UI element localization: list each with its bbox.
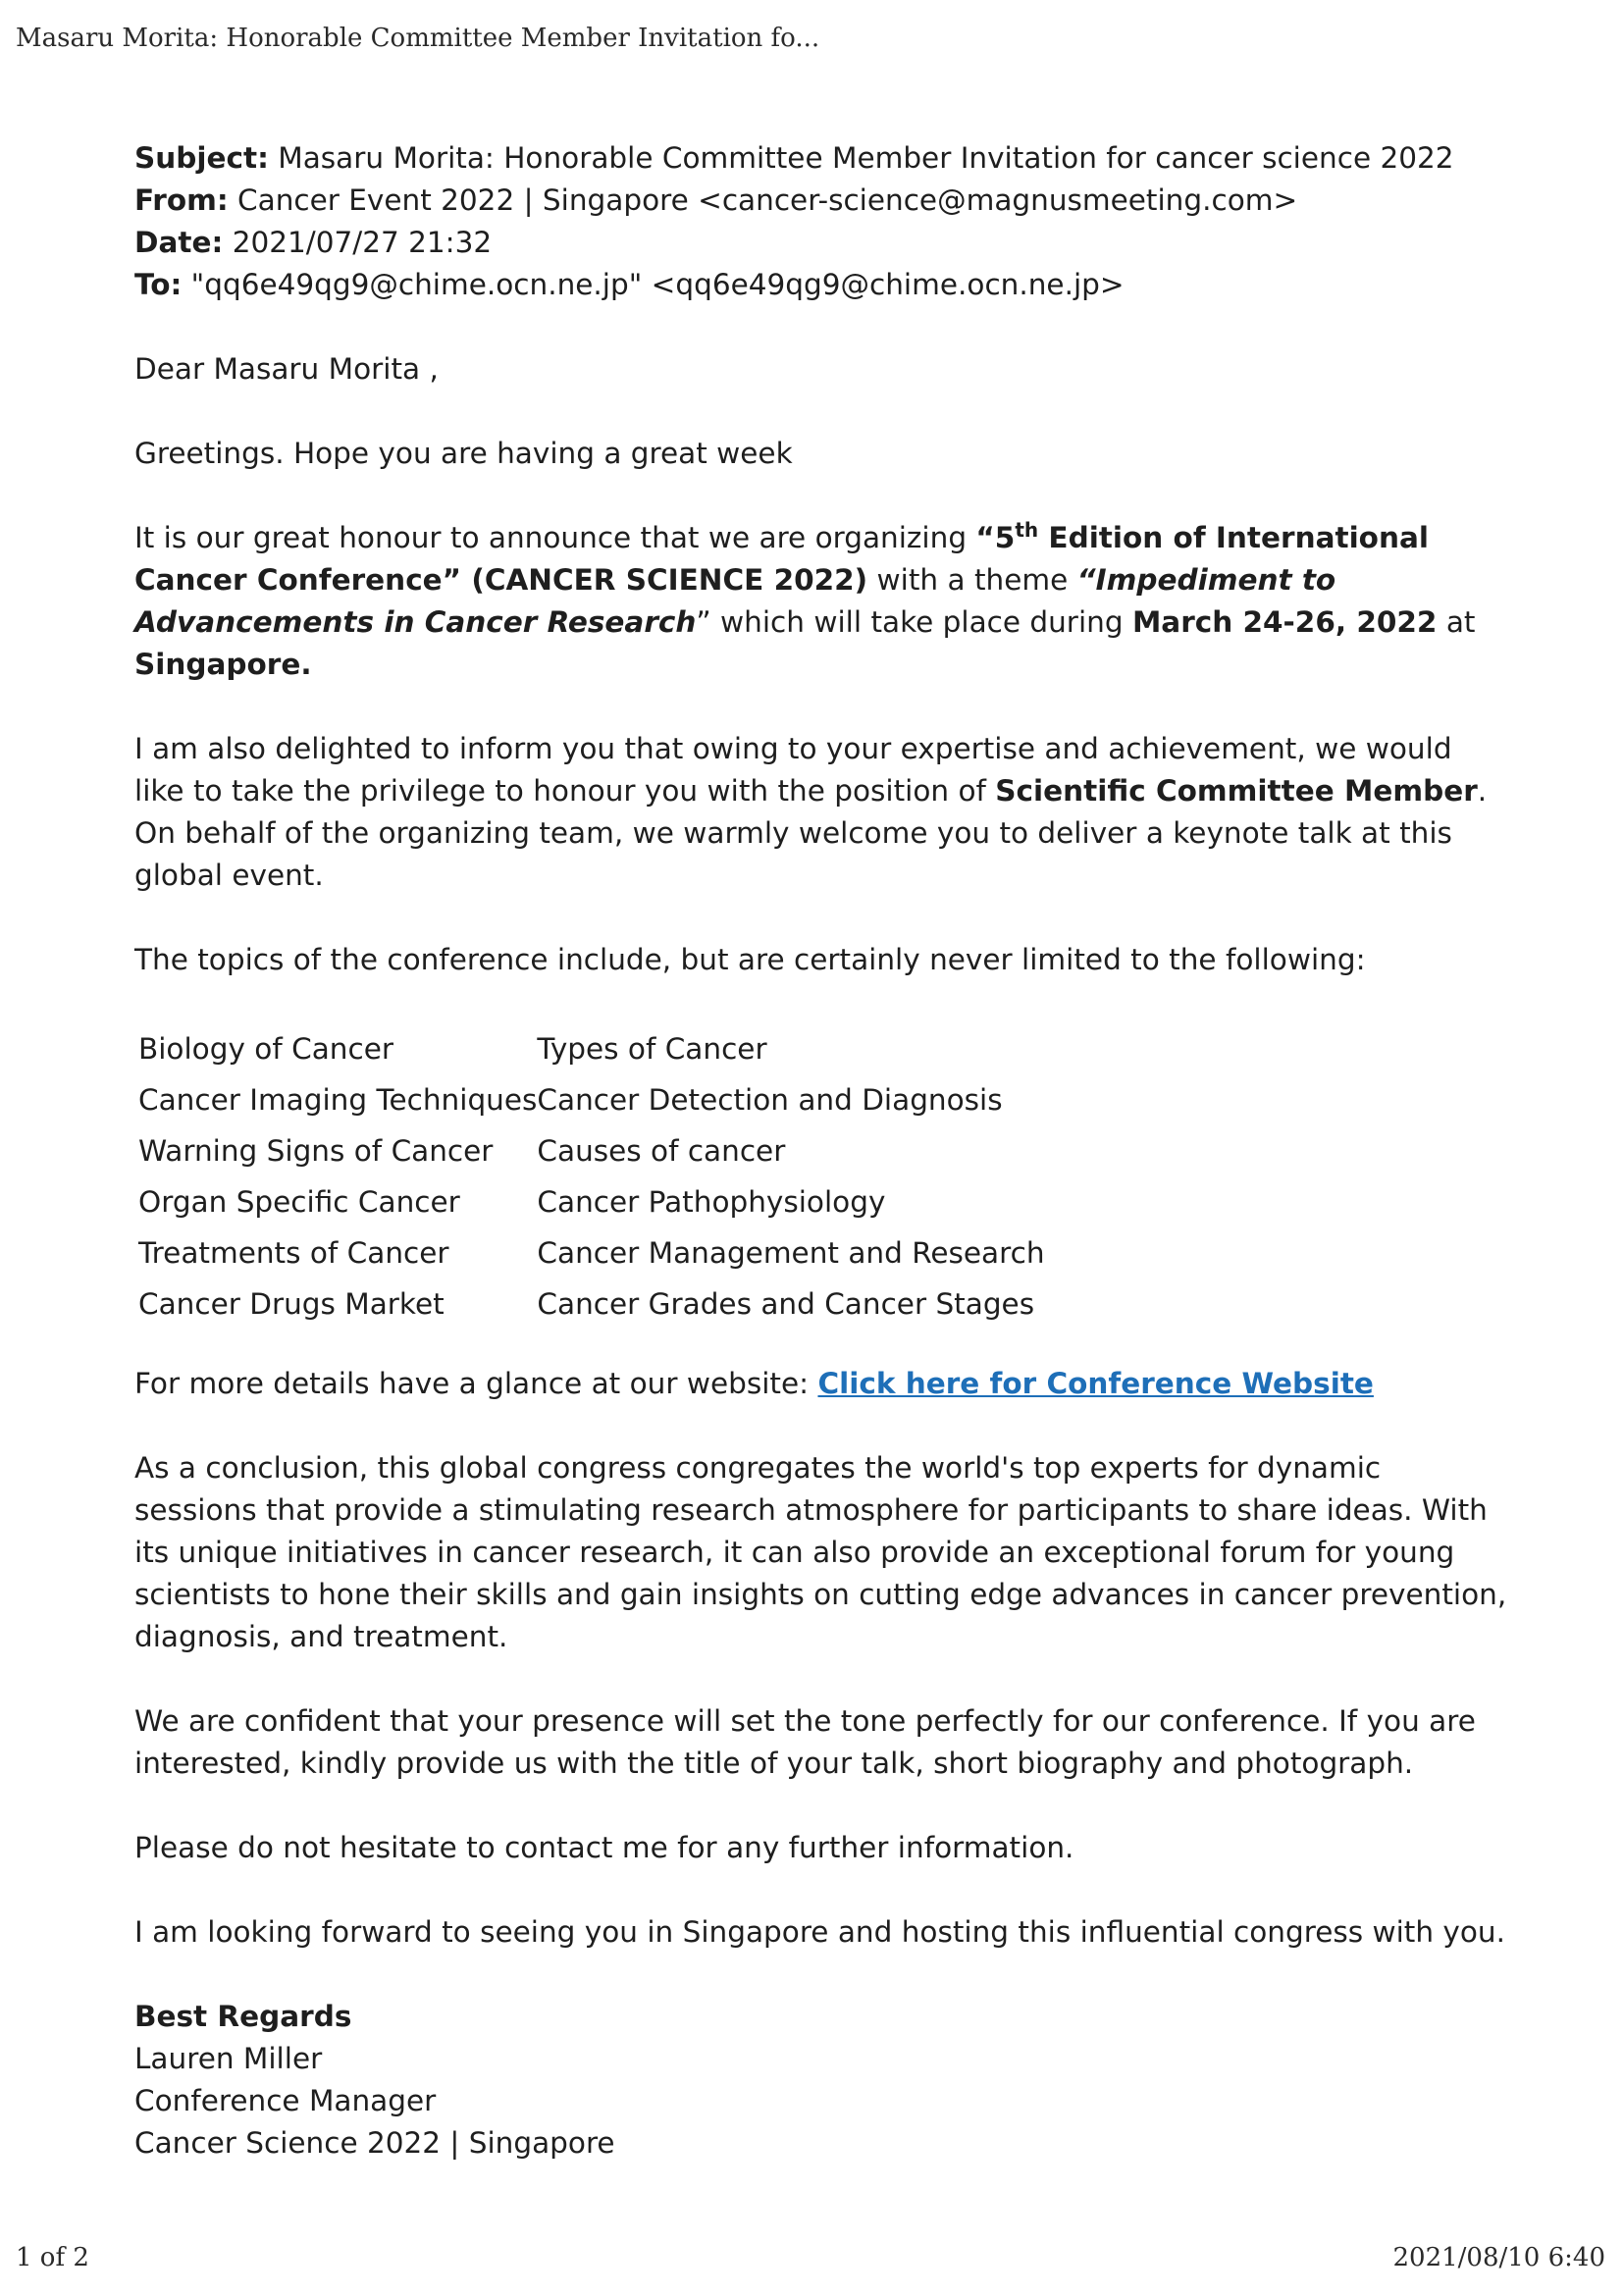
announcement-text-2: with a theme bbox=[867, 563, 1077, 597]
to-value: "qq6e49qg9@chime.ocn.ne.jp" <qq6e49qg9@chime.ocn.ne.jp> bbox=[190, 268, 1125, 301]
topic-item: Cancer Management and Research bbox=[537, 1236, 1045, 1270]
invitation-paragraph bbox=[134, 728, 1508, 897]
announcement-text-3: ” which will take place during bbox=[696, 605, 1132, 639]
signature-block bbox=[134, 1996, 1508, 2165]
website-line bbox=[134, 1363, 1508, 1405]
topic-item: Biology of Cancer bbox=[138, 1032, 393, 1066]
edition-title: “5th Edition of International Cancer Conference” (CANCER SCIENCE 2022) bbox=[134, 518, 1429, 597]
topic-item: Types of Cancer bbox=[537, 1032, 767, 1066]
closing-regards: Best Regards bbox=[134, 2000, 352, 2033]
topic-item: Cancer Drugs Market bbox=[138, 1287, 445, 1321]
salutation: Dear Masaru Morita , bbox=[134, 352, 439, 386]
print-header: Masaru Morita: Honorable Committee Member Invitation fo... bbox=[16, 24, 820, 53]
email-headers bbox=[134, 137, 1508, 306]
topics-table bbox=[138, 1023, 1045, 1330]
from-label: From: bbox=[134, 183, 229, 217]
request-paragraph: We are confident that your presence will set the tone perfectly for our conference. If you are interested, kindly provide us with the title of your talk, short biography and photograph. bbox=[134, 1704, 1476, 1780]
topic-item: Warning Signs of Cancer bbox=[138, 1134, 494, 1168]
topic-item: Cancer Detection and Diagnosis bbox=[537, 1083, 1003, 1117]
subject-label: Subject: bbox=[134, 141, 269, 175]
signature-organization: Cancer Science 2022 | Singapore bbox=[134, 2126, 615, 2160]
subject-value: Masaru Morita: Honorable Committee Member Invitation for cancer science 2022 bbox=[278, 141, 1454, 175]
to-line bbox=[134, 264, 1508, 306]
date-label: Date: bbox=[134, 226, 224, 259]
announcement-paragraph bbox=[134, 517, 1508, 686]
invitation-text-2: . On behalf of the organizing team, we warmly welcome you to deliver a keynote talk at this global event. bbox=[134, 774, 1488, 892]
greeting: Greetings. Hope you are having a great week bbox=[134, 437, 793, 470]
subject-line bbox=[134, 137, 1508, 180]
website-text: For more details have a glance at our website: bbox=[134, 1367, 818, 1400]
committee-position: Scientific Committee Member bbox=[995, 774, 1478, 808]
topic-item: Treatments of Cancer bbox=[138, 1236, 449, 1270]
from-value: Cancer Event 2022 | Singapore <cancer-science@magnusmeeting.com> bbox=[237, 183, 1298, 217]
conference-theme: “Impediment to Advancements in Cancer Research bbox=[134, 563, 1336, 639]
topic-item: Causes of cancer bbox=[537, 1134, 786, 1168]
contact-paragraph: Please do not hesitate to contact me for any further information. bbox=[134, 1831, 1074, 1864]
topic-item: Cancer Grades and Cancer Stages bbox=[537, 1287, 1035, 1321]
date-line bbox=[134, 222, 1508, 264]
to-label: To: bbox=[134, 268, 183, 301]
announcement-text-4: at bbox=[1437, 605, 1476, 639]
closing-paragraph: I am looking forward to seeing you in Singapore and hosting this influential congress with you. bbox=[134, 1915, 1506, 1949]
topics-intro: The topics of the conference include, but are certainly never limited to the following: bbox=[134, 943, 1366, 976]
signature-name: Lauren Miller bbox=[134, 2042, 323, 2075]
invitation-text-1: I am also delighted to inform you that owing to your expertise and achievement, we would like to take the privilege to honour you with the position of bbox=[134, 732, 1452, 808]
topic-row bbox=[138, 1023, 1045, 1074]
announcement-text-1: It is our great honour to announce that we are organizing bbox=[134, 521, 976, 554]
signature-title: Conference Manager bbox=[134, 2084, 437, 2117]
page-number: 1 of 2 bbox=[16, 2243, 89, 2272]
conference-location: Singapore. bbox=[134, 648, 312, 681]
topic-item: Cancer Pathophysiology bbox=[537, 1185, 886, 1219]
from-line bbox=[134, 180, 1508, 222]
conclusion-paragraph: As a conclusion, this global congress congregates the world's top experts for dynamic sessions that provide a stimulating research atmosphere for participants to share ideas. With its unique initiatives in cancer research, it can also provide an exceptional forum for young scientists to hone their skills and gain insights on cutting edge advances in cancer prevention, diagnosis, and treatment. bbox=[134, 1451, 1507, 1653]
date-value: 2021/07/27 21:32 bbox=[232, 226, 493, 259]
topic-item: Organ Specific Cancer bbox=[138, 1185, 460, 1219]
email-document bbox=[134, 137, 1508, 2165]
topic-row bbox=[138, 1227, 1045, 1278]
topic-row bbox=[138, 1074, 1045, 1125]
conference-dates: March 24-26, 2022 bbox=[1131, 605, 1438, 639]
topic-row bbox=[138, 1278, 1045, 1330]
topic-row bbox=[138, 1125, 1045, 1176]
print-datetime: 2021/08/10 6:40 bbox=[1392, 2243, 1605, 2272]
topic-row bbox=[138, 1176, 1045, 1227]
conference-website-link[interactable]: Click here for Conference Website bbox=[817, 1367, 1374, 1400]
topic-item: Cancer Imaging Techniques bbox=[138, 1083, 538, 1117]
